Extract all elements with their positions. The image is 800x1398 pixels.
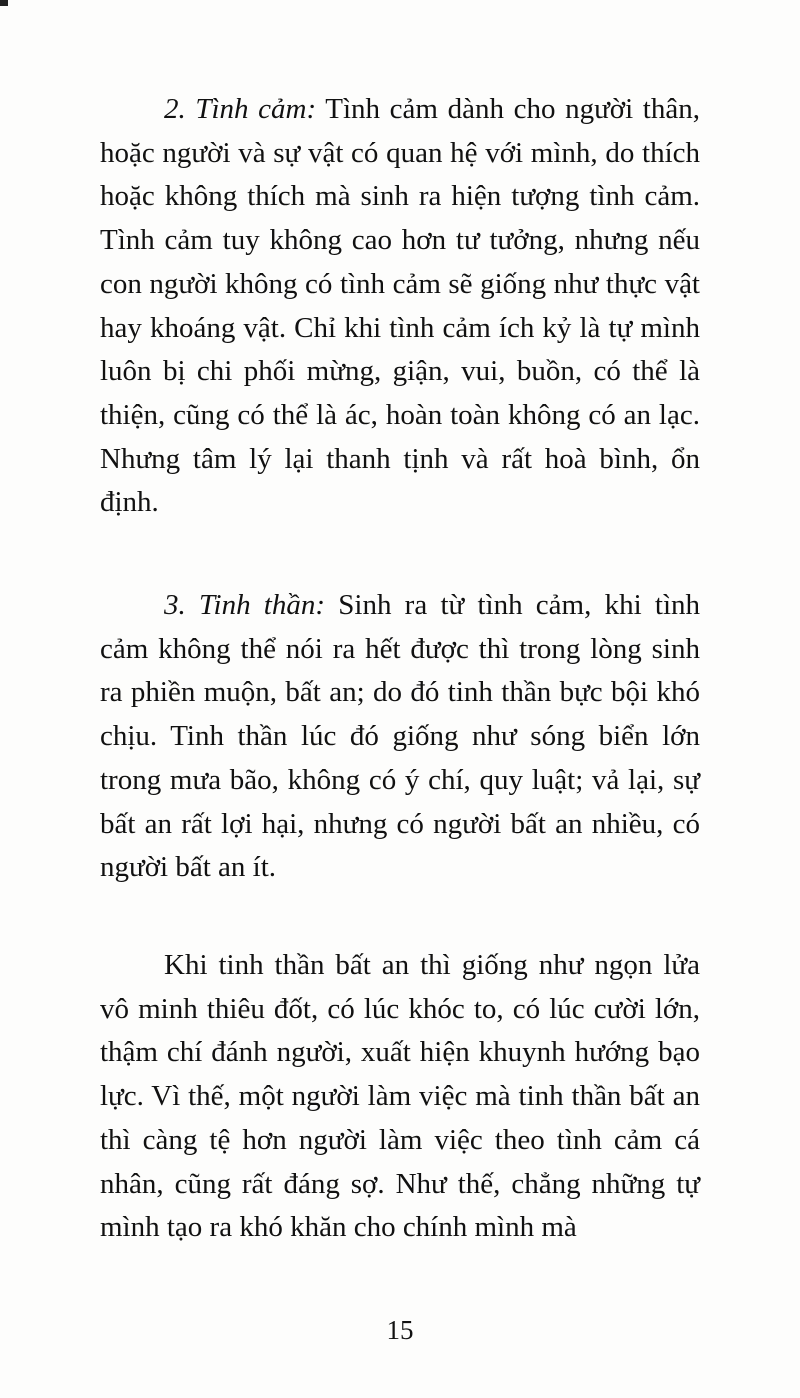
paragraph-bat-an <box>100 944 700 1250</box>
paragraph-text: Khi tinh thần bất an thì giống như ngọn lửa vô minh thiêu đốt, có lúc khóc to, có lúc cười lớn, thậm chí đánh người, xuất hiện khuynh hướng bạo lực. Vì thế, một người làm việc mà tinh thần bất an thì càng tệ hơn người làm việc theo tình cảm cá nhân, cũng rất đáng sợ. Như thế, chẳng những tự mình tạo ra khó khăn cho chính mình mà <box>100 949 700 1244</box>
page-number: 15 <box>386 1315 414 1345</box>
paragraph-tinh-than <box>100 584 700 890</box>
scan-corner-mark <box>0 0 8 6</box>
paragraph-heading: 2. Tình cảm: <box>164 93 317 125</box>
paragraph-text: Tình cảm dành cho người thân, hoặc người và sự vật có quan hệ với mình, do thích hoặc không thích mà sinh ra hiện tượng tình cảm. Tình cảm tuy không cao hơn tư tưởng, nhưng nếu con người không có tình cảm sẽ giống như thực vật hay khoáng vật. Chỉ khi tình cảm ích kỷ là tự mình luôn bị chi phối mừng, giận, vui, buồn, có thể là thiện, cũng có thể là ác, hoàn toàn không có an lạc. Nhưng tâm lý lại thanh tịnh và rất hoà bình, ổn định. <box>100 93 700 519</box>
paragraph-text: Sinh ra từ tình cảm, khi tình cảm không thể nói ra hết được thì trong lòng sinh ra phiền muộn, bất an; do đó tinh thần bực bội khó chịu. Tinh thần lúc đó giống như sóng biển lớn trong mưa bão, không có ý chí, quy luật; vả lại, sự bất an rất lợi hại, nhưng có người bất an nhiều, có người bất an ít. <box>100 589 700 884</box>
paragraph-heading: 3. Tinh thần: <box>164 589 326 621</box>
paragraph-tinh-cam <box>100 88 700 525</box>
